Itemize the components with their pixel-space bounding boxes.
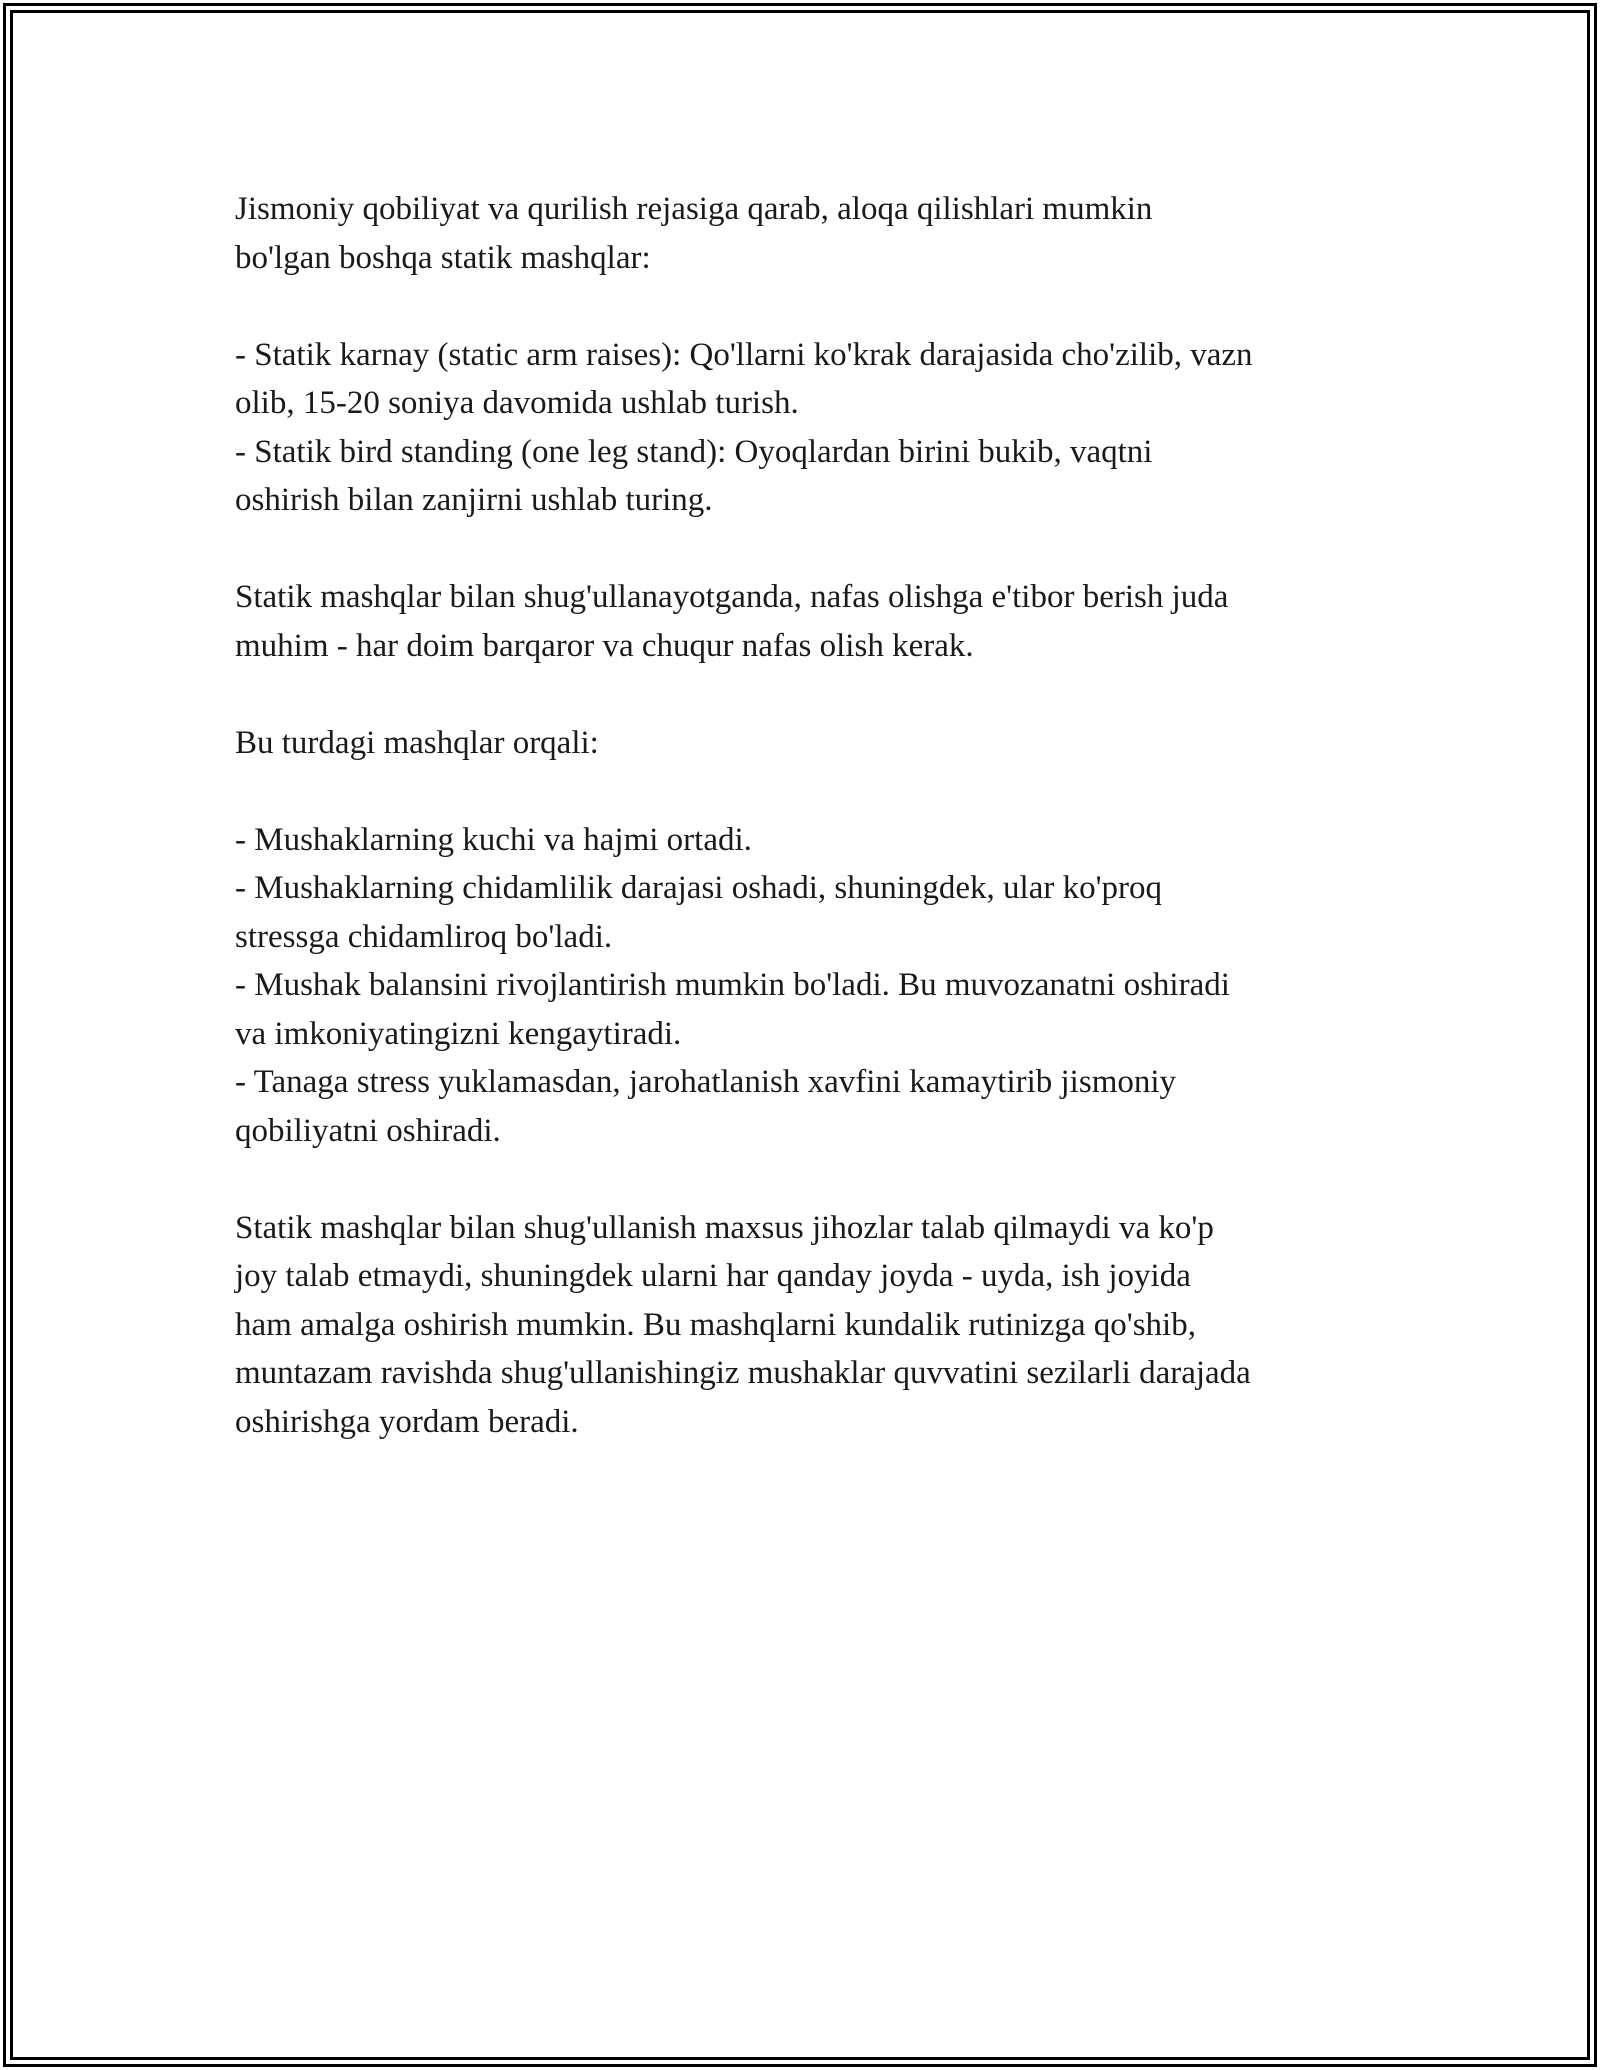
conclusion-line: joy talab etmaydi, shuningdek ularni har qanday joyda - uyda, ish joyida — [235, 1258, 1191, 1294]
breathing-note-paragraph — [235, 573, 1385, 670]
benefit-line: - Tanaga stress yuklamasdan, jarohatlanish xavfini kamaytirib jismoniy — [235, 1064, 1177, 1100]
intro-line: bo'lgan boshqa statik mashqlar: — [235, 239, 651, 276]
conclusion-line: muntazam ravishda shug'ullanishingiz mushaklar quvvatini sezilarli darajada — [235, 1355, 1251, 1391]
benefit-item-endurance — [235, 864, 1385, 961]
exercise-line: - Statik bird standing (one leg stand): Oyoqlardan birini bukib, vaqtni — [235, 433, 1153, 470]
benefit-line: - Mushaklarning chidamlilik darajasi oshadi, shuningdek, ular ko'proq — [235, 870, 1163, 906]
conclusion-line: ham amalga oshirish mumkin. Bu mashqlarni kundalik rutinizga qo'shib, — [235, 1306, 1196, 1343]
exercise-item-static-arm-raises — [235, 331, 1385, 428]
benefits-heading — [235, 719, 1385, 768]
benefits-heading-text: Bu turdagi mashqlar orqali: — [235, 724, 599, 761]
exercise-line: oshirish bilan zanjirni ushlab turing. — [235, 482, 713, 518]
benefit-line: qobiliyatni oshiradi. — [235, 1112, 501, 1149]
benefit-line: - Mushak balansini rivojlantirish mumkin bo'ladi. Bu muvozanatni oshiradi — [235, 967, 1230, 1003]
conclusion-line: Statik mashqlar bilan shug'ullanish maxsus jihozlar talab qilmaydi va ko'p — [235, 1209, 1214, 1246]
benefit-item-strength — [235, 816, 1385, 865]
intro-paragraph — [235, 185, 1385, 282]
benefit-item-injury-risk — [235, 1058, 1385, 1155]
document-body — [235, 185, 1385, 1495]
benefit-line: stressga chidamliroq bo'ladi. — [235, 918, 613, 955]
breathing-note-line: Statik mashqlar bilan shug'ullanayotganda, nafas olishga e'tibor berish juda — [235, 579, 1229, 615]
exercise-line: - Statik karnay (static arm raises): Qo'llarni ko'krak darajasida cho'zilib, vazn — [235, 336, 1253, 373]
exercise-list — [235, 331, 1385, 525]
exercise-item-one-leg-stand — [235, 428, 1385, 525]
benefit-line: va imkoniyatingizni kengaytiradi. — [235, 1015, 682, 1052]
benefit-item-balance — [235, 961, 1385, 1058]
benefit-line: - Mushaklarning kuchi va hajmi ortadi. — [235, 821, 752, 858]
benefits-list — [235, 816, 1385, 1156]
conclusion-line: oshirishga yordam beradi. — [235, 1403, 579, 1440]
breathing-note-line: muhim - har doim barqaror va chuqur nafas olish kerak. — [235, 627, 974, 664]
exercise-line: olib, 15-20 soniya davomida ushlab turish. — [235, 385, 799, 421]
intro-line: Jismoniy qobiliyat va qurilish rejasiga qarab, aloqa qilishlari mumkin — [235, 191, 1153, 227]
conclusion-paragraph — [235, 1204, 1385, 1447]
